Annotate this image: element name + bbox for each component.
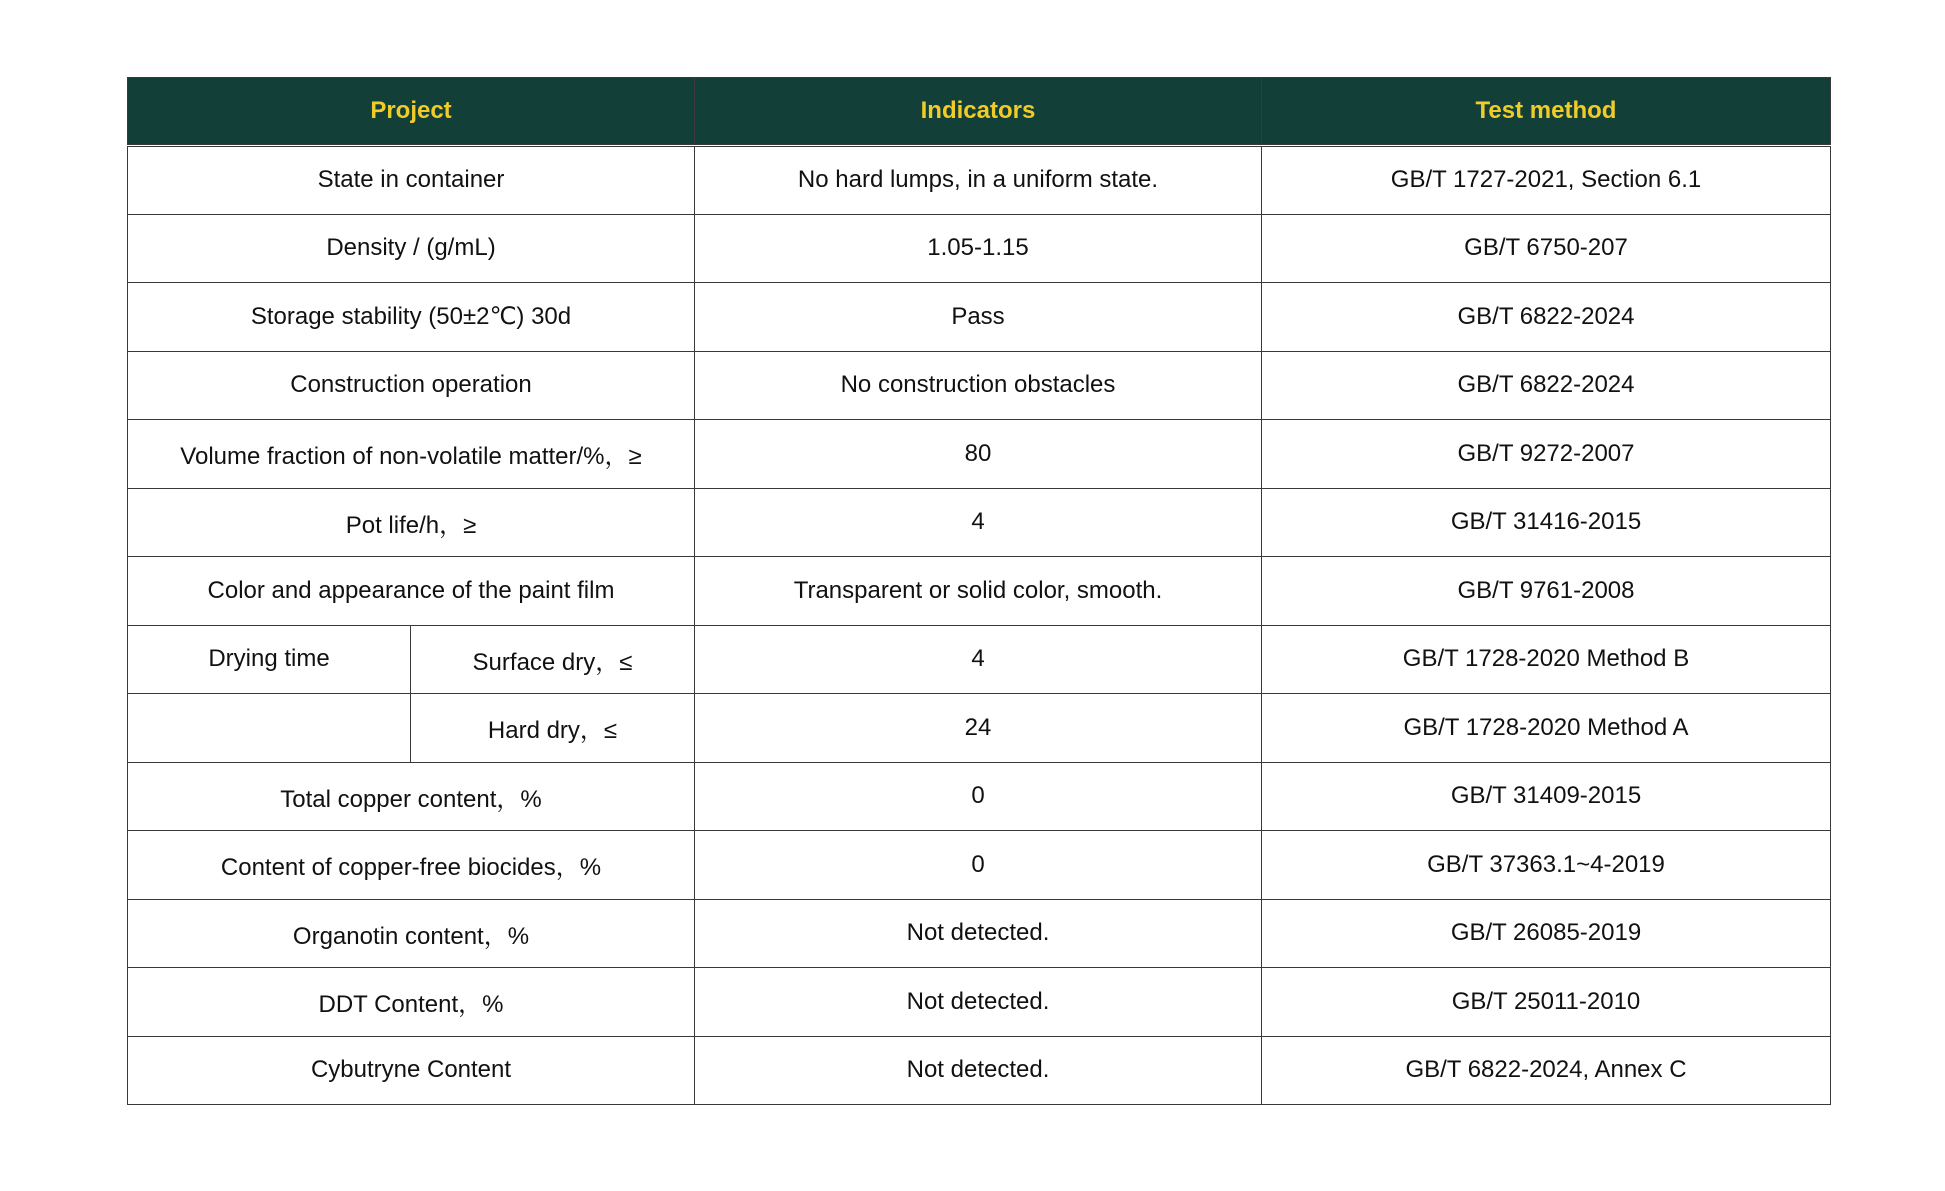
method-cell: GB/T 25011-2010 bbox=[1262, 968, 1831, 1037]
table-row bbox=[128, 1036, 1831, 1105]
table-row bbox=[128, 557, 1831, 626]
method-cell: GB/T 6750-207 bbox=[1262, 214, 1831, 283]
indicator-cell: 1.05-1.15 bbox=[695, 214, 1262, 283]
method-cell: GB/T 6822-2024 bbox=[1262, 351, 1831, 420]
method-cell: GB/T 31416-2015 bbox=[1262, 488, 1831, 557]
table-row-drying-hard bbox=[128, 694, 1831, 763]
indicator-cell: 0 bbox=[695, 831, 1262, 900]
table-body bbox=[128, 146, 1831, 1105]
method-cell: GB/T 1728-2020 Method A bbox=[1262, 694, 1831, 763]
header-row bbox=[128, 78, 1831, 146]
table-row bbox=[128, 351, 1831, 420]
indicator-cell: No hard lumps, in a uniform state. bbox=[695, 146, 1262, 215]
drying-time-label: Drying time bbox=[128, 625, 411, 694]
drying-subproject-cell: Hard dry，≤ bbox=[411, 694, 695, 763]
indicator-cell: 80 bbox=[695, 420, 1262, 489]
table-row bbox=[128, 420, 1831, 489]
table-row bbox=[128, 283, 1831, 352]
project-cell: Cybutryne Content bbox=[128, 1036, 695, 1105]
method-cell: GB/T 1727-2021, Section 6.1 bbox=[1262, 146, 1831, 215]
indicator-cell: Transparent or solid color, smooth. bbox=[695, 557, 1262, 626]
method-cell: GB/T 1728-2020 Method B bbox=[1262, 625, 1831, 694]
table-row bbox=[128, 899, 1831, 968]
method-cell: GB/T 37363.1~4-2019 bbox=[1262, 831, 1831, 900]
indicator-cell: 0 bbox=[695, 762, 1262, 831]
project-cell: Content of copper-free biocides，% bbox=[128, 831, 695, 900]
project-cell: State in container bbox=[128, 146, 695, 215]
header-project: Project bbox=[128, 78, 695, 146]
project-cell: DDT Content，% bbox=[128, 968, 695, 1037]
table-row bbox=[128, 762, 1831, 831]
indicator-cell: Pass bbox=[695, 283, 1262, 352]
table-row bbox=[128, 146, 1831, 215]
table-row bbox=[128, 831, 1831, 900]
table-row bbox=[128, 968, 1831, 1037]
project-cell: Construction operation bbox=[128, 351, 695, 420]
header-test-method: Test method bbox=[1262, 78, 1831, 146]
method-cell: GB/T 6822-2024 bbox=[1262, 283, 1831, 352]
method-cell: GB/T 9761-2008 bbox=[1262, 557, 1831, 626]
indicator-cell: 24 bbox=[695, 694, 1262, 763]
project-cell: Volume fraction of non-volatile matter/%，≥ bbox=[128, 420, 695, 489]
project-cell: Color and appearance of the paint film bbox=[128, 557, 695, 626]
indicator-cell: 4 bbox=[695, 488, 1262, 557]
project-cell: Density / (g/mL) bbox=[128, 214, 695, 283]
method-cell: GB/T 26085-2019 bbox=[1262, 899, 1831, 968]
indicator-cell: 4 bbox=[695, 625, 1262, 694]
indicator-cell: Not detected. bbox=[695, 968, 1262, 1037]
indicator-cell: Not detected. bbox=[695, 899, 1262, 968]
empty-cell bbox=[128, 694, 411, 763]
table-row bbox=[128, 488, 1831, 557]
drying-subproject-cell: Surface dry，≤ bbox=[411, 625, 695, 694]
method-cell: GB/T 9272-2007 bbox=[1262, 420, 1831, 489]
table-header bbox=[128, 78, 1831, 146]
project-cell: Storage stability (50±2℃) 30d bbox=[128, 283, 695, 352]
indicator-cell: Not detected. bbox=[695, 1036, 1262, 1105]
method-cell: GB/T 6822-2024, Annex C bbox=[1262, 1036, 1831, 1105]
table-row-drying-surface bbox=[128, 625, 1831, 694]
project-cell: Organotin content，% bbox=[128, 899, 695, 968]
table-row bbox=[128, 214, 1831, 283]
indicator-cell: No construction obstacles bbox=[695, 351, 1262, 420]
spec-table bbox=[127, 77, 1831, 1105]
project-cell: Total copper content，% bbox=[128, 762, 695, 831]
project-cell: Pot life/h，≥ bbox=[128, 488, 695, 557]
method-cell: GB/T 31409-2015 bbox=[1262, 762, 1831, 831]
header-indicators: Indicators bbox=[695, 78, 1262, 146]
